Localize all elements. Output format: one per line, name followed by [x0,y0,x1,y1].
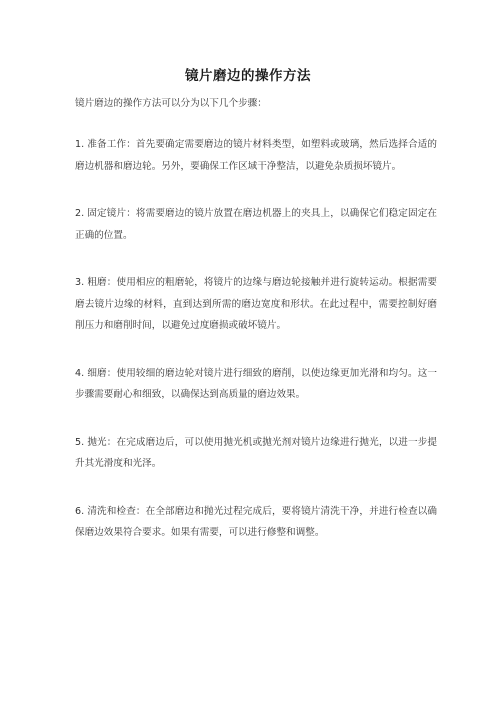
step-1-paragraph: 1. 准备工作：首先要确定需要磨边的镜片材料类型，如塑料或玻璃，然后选择合适的磨边机器和磨边轮。另外，要确保工作区域干净整洁，以避免杂质损坏镜片。 [75,139,437,172]
document-title: 镜片磨边的操作方法 [185,68,311,84]
step-5-paragraph: 5. 抛光：在完成磨边后，可以使用抛光机或抛光剂对镜片边缘进行抛光，以进一步提升其光滑度和光泽。 [75,436,437,469]
intro-paragraph: 镜片磨边的操作方法可以分为以下几个步骤： [75,98,267,109]
step-4-paragraph: 4. 细磨：使用较细的磨边轮对镜片进行细致的磨削，以使边缘更加光滑和均匀。这一步骤需要耐心和细致，以确保达到高质量的磨边效果。 [75,367,437,400]
step-2-paragraph: 2. 固定镜片：将需要磨边的镜片放置在磨边机器上的夹具上，以确保它们稳定固定在正确的位置。 [75,208,437,241]
step-3-paragraph: 3. 粗磨：使用相应的粗磨轮，将镜片的边缘与磨边轮接触并进行旋转运动。根据需要磨去镜片边缘的材料，直到达到所需的磨边宽度和形状。在此过程中，需要控制好磨削压力和磨削时间，以避免过度磨损或破坏镜片。 [75,277,437,331]
document-body [75,95,437,570]
step-6-paragraph: 6. 清洗和检查：在全部磨边和抛光过程完成后，要将镜片清洗干净，并进行检查以确保磨边效果符合要求。如果有需要，可以进行修整和调整。 [75,505,437,538]
